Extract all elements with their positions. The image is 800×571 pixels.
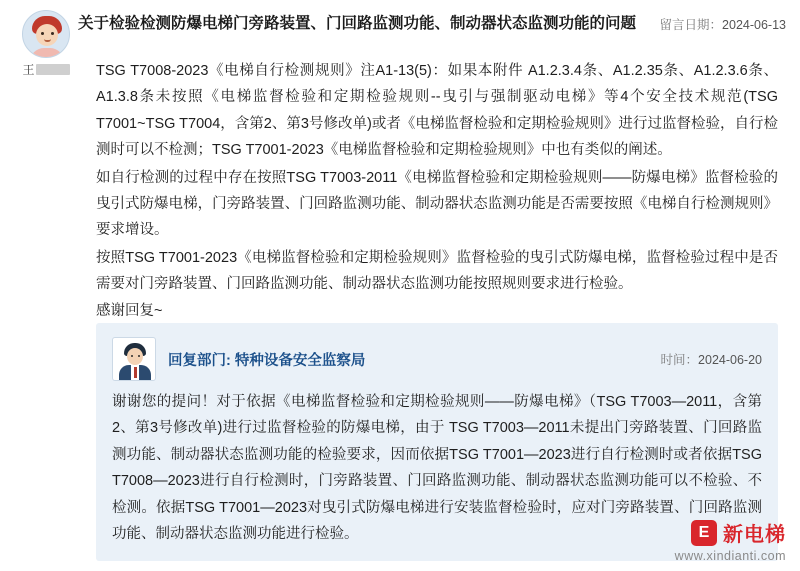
question-paragraph: 如自行检测的过程中存在按照TSG T7003-2011《电梯监督检验和定期检验规则——防爆电梯》监督检验的曳引式防爆电梯，门旁路装置、门回路监测功能、制动器状态监测功能是否需要按照《电梯自行检测规则》要求增设。 [96,169,778,239]
page-title: 关于检验检测防爆电梯门旁路装置、门回路监测功能、制动器状态监测功能的问题 [78,15,637,32]
question-paragraph: 按照TSG T7001-2023《电梯监督检验和定期检验规则》监督检验的曳引式防爆电梯，监督检验过程中是否需要对门旁路装置、门回路监测功能、制动器状态监测功能按照规则要求进行检验。 [96,249,778,292]
question-date-label: 留言日期： [659,18,723,32]
reply-department [168,349,661,370]
official-avatar-icon [112,337,156,381]
question-body [0,58,800,326]
reply-time [661,350,762,368]
asker-name-text: 王 [22,63,35,77]
question-header [0,0,800,77]
question-paragraph: TSG T7008-2023《电梯自行检测规则》注A1-13(5)：如果本附件 A1.2.3.4条、A1.2.35条、A1.2.3.6条、A1.3.8条未按照《电梯监督检验和定期检验规则--曳引与强制驱动电梯》等4个安全技术规范(TSG T7001~TSG T7004，含第2、第3号修改单)或者《电梯监督检验和定期检验规则》进行过监督检验，自行检测时可以不检测；TSG T7001-2023《电梯监督检验和定期检验规则》中也有类似的阐述。 [96,63,778,159]
reply-time-label: 时间： [660,353,699,367]
reply-department-name: 特种设备安全监察局 [234,352,366,369]
brand-name: 新电梯 [723,524,786,546]
question-date [660,10,786,33]
reply-time-value: 2024-06-20 [698,353,762,367]
reply-content: 谢谢您的提问！对于依据《电梯监督检验和定期检验规则——防爆电梯》（TSG T7003—2011，含第2、第3号修改单)进行过监督检验的防爆电梯，由于 TSG T7003—2011未提出门旁路装置、门回路监测功能、制动器状态监测功能的检验要求，因而依据TSG T7001—2023进行自行检测时或者依据TSG T7008—2023进行自行检测时，门旁路装置、门回路监测功能、制动器状态监测功能可以不检验、不检测。依据TSG T7001—2023对曳引式防爆电梯进行安装监督检验时，应对门旁路装置、门回路监测功能、制动器状态监测功能进行检验。 [112,394,762,542]
brand-logo-icon: E [691,520,717,546]
question-date-value: 2024-06-13 [722,18,786,32]
reply-header [112,335,762,383]
brand-url: www.xindianti.com [674,549,786,563]
site-watermark [675,518,786,563]
question-paragraph: 感谢回复~ [96,303,163,320]
reply-department-label: 回复部门: [168,352,231,369]
user-avatar-icon [22,10,70,58]
